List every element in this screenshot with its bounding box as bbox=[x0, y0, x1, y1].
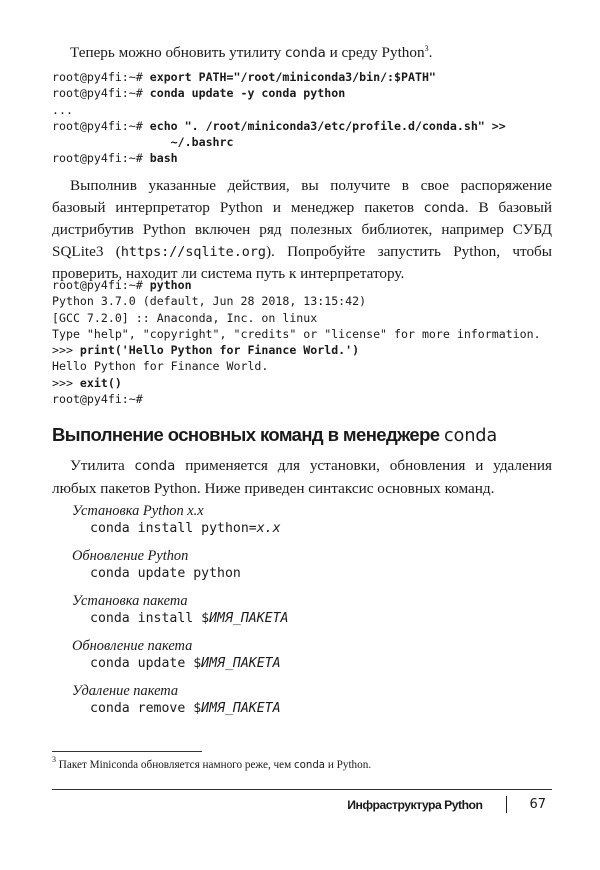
command-text: conda remove $ bbox=[90, 701, 202, 716]
command-text: conda update $ bbox=[90, 656, 202, 671]
shell-block-1 bbox=[52, 69, 506, 167]
syntax-label: Обновление пакета bbox=[72, 638, 193, 654]
code-line bbox=[52, 342, 541, 358]
footnote-text: и Python. bbox=[325, 759, 372, 771]
shell-command: export PATH="/root/miniconda3/bin/:$PATH" bbox=[149, 70, 436, 84]
syntax-label: Удаление пакета bbox=[72, 683, 179, 699]
continuation-indent bbox=[52, 135, 171, 149]
code-text: root@py4fi:~# bbox=[52, 392, 143, 407]
intro-end: . bbox=[428, 44, 433, 61]
syntax-label: Обновление Python bbox=[72, 548, 189, 564]
code-line bbox=[52, 102, 506, 118]
syntax-command bbox=[90, 565, 552, 583]
code-line bbox=[52, 358, 541, 374]
code-text: [GCC 7.2.0] :: Anaconda, Inc. on linux bbox=[52, 310, 318, 325]
code-line bbox=[52, 150, 506, 166]
code-line bbox=[52, 375, 541, 391]
command-text: conda update python bbox=[90, 566, 241, 581]
footer-separator bbox=[506, 796, 507, 813]
intro-text: Теперь можно обновить утилиту bbox=[70, 44, 286, 61]
inline-code-conda: conda bbox=[134, 459, 176, 474]
code-line bbox=[52, 326, 541, 342]
command-text: conda install $ bbox=[90, 611, 210, 626]
syntax-command bbox=[90, 520, 552, 538]
code-text: >>> bbox=[52, 343, 80, 358]
syntax-item bbox=[52, 592, 552, 628]
code-text: Hello Python for Finance World. bbox=[52, 359, 269, 374]
code-input: python bbox=[149, 278, 192, 292]
syntax-command bbox=[90, 700, 552, 718]
syntax-item bbox=[52, 637, 552, 673]
inline-code-conda: conda bbox=[294, 760, 326, 771]
code-input: exit() bbox=[79, 375, 122, 390]
paragraph-text: Утилита bbox=[70, 457, 135, 474]
shell-prompt: root@py4fi:~# bbox=[52, 70, 150, 84]
syntax-item bbox=[52, 682, 552, 718]
command-arg: ИМЯ_ПАКЕТА bbox=[201, 701, 281, 716]
body-paragraph bbox=[52, 175, 552, 285]
footer-divider bbox=[52, 789, 552, 790]
footnote bbox=[52, 755, 372, 771]
code-line bbox=[52, 85, 506, 101]
shell-command: conda update -y conda python bbox=[149, 86, 346, 101]
shell-prompt: root@py4fi:~# bbox=[52, 86, 150, 101]
syntax-label: Установка пакета bbox=[72, 593, 188, 609]
code-text: Python 3.7.0 (default, Jun 28 2018, 13:15:42) bbox=[52, 294, 367, 309]
code-input: print('Hello Python for Finance World.') bbox=[79, 343, 360, 358]
shell-command: ~/.bashrc bbox=[170, 135, 234, 150]
code-line bbox=[52, 293, 541, 309]
section-heading bbox=[52, 424, 497, 446]
syntax-list bbox=[52, 502, 552, 718]
code-text: root@py4fi:~# bbox=[52, 278, 150, 292]
paragraph-text: . В базовый дистрибутив Python включен ряд полезных библиотек, например СУБД SQLite3 ( bbox=[52, 198, 552, 260]
page-number: 67 bbox=[529, 797, 546, 812]
shell-block-2 bbox=[52, 277, 541, 407]
syntax-item bbox=[52, 502, 552, 538]
syntax-label: Установка Python x.x bbox=[72, 503, 204, 519]
command-arg: ИМЯ_ПАКЕТА bbox=[201, 656, 281, 671]
shell-command: bash bbox=[149, 151, 178, 166]
footnote-text: Пакет Miniconda обновляется намного реже, чем bbox=[56, 759, 295, 771]
syntax-command bbox=[90, 655, 552, 673]
command-arg: ИМЯ_ПАКЕТА bbox=[209, 611, 289, 626]
paragraph-text: ). Попробуйте запустить Python, чтобы проверить, находит ли система путь к интерпретатору. bbox=[52, 242, 552, 282]
ellipsis: ... bbox=[52, 102, 73, 117]
shell-command: echo ". /root/miniconda3/etc/profile.d/conda.sh" >> bbox=[149, 118, 506, 133]
code-line bbox=[52, 310, 541, 326]
running-footer bbox=[347, 796, 546, 813]
code-line bbox=[52, 134, 506, 150]
syntax-item bbox=[52, 547, 552, 583]
heading-code: conda bbox=[444, 426, 498, 446]
footnote-reference[interactable]: 3 bbox=[424, 44, 429, 53]
section-paragraph bbox=[52, 455, 552, 499]
paragraph-text: Выполнив указанные действия, вы получите в свое распоряжение базовый интерпретатор Python и менеджер пакетов bbox=[52, 177, 552, 216]
chapter-title: Инфраструктура Python bbox=[347, 797, 483, 812]
command-text: conda install python= bbox=[90, 521, 257, 536]
intro-paragraph bbox=[52, 42, 552, 65]
heading-text: Выполнение основных команд в менеджере bbox=[52, 424, 445, 445]
syntax-command bbox=[90, 610, 552, 628]
footnote-number: 3 bbox=[52, 755, 56, 764]
shell-prompt: root@py4fi:~# bbox=[52, 118, 150, 133]
inline-code-conda: conda bbox=[423, 200, 465, 216]
code-line bbox=[52, 69, 506, 85]
code-line bbox=[52, 277, 541, 293]
footnote-divider bbox=[52, 751, 202, 752]
intro-text: и среду Python bbox=[325, 44, 425, 61]
code-text: Type "help", "copyright", "credits" or "license" for more information. bbox=[52, 326, 541, 341]
shell-prompt: root@py4fi:~# bbox=[52, 151, 150, 166]
code-text: >>> bbox=[52, 375, 80, 390]
command-arg: x.x bbox=[256, 521, 281, 536]
code-line bbox=[52, 391, 541, 407]
code-line bbox=[52, 118, 506, 134]
sqlite-link[interactable]: https://sqlite.org bbox=[120, 244, 266, 260]
inline-code-conda: conda bbox=[285, 46, 326, 61]
paragraph-text: применяется для установки, обновления и удаления любых пакетов Python. Ниже приведен синтаксис основных команд. bbox=[52, 457, 552, 497]
